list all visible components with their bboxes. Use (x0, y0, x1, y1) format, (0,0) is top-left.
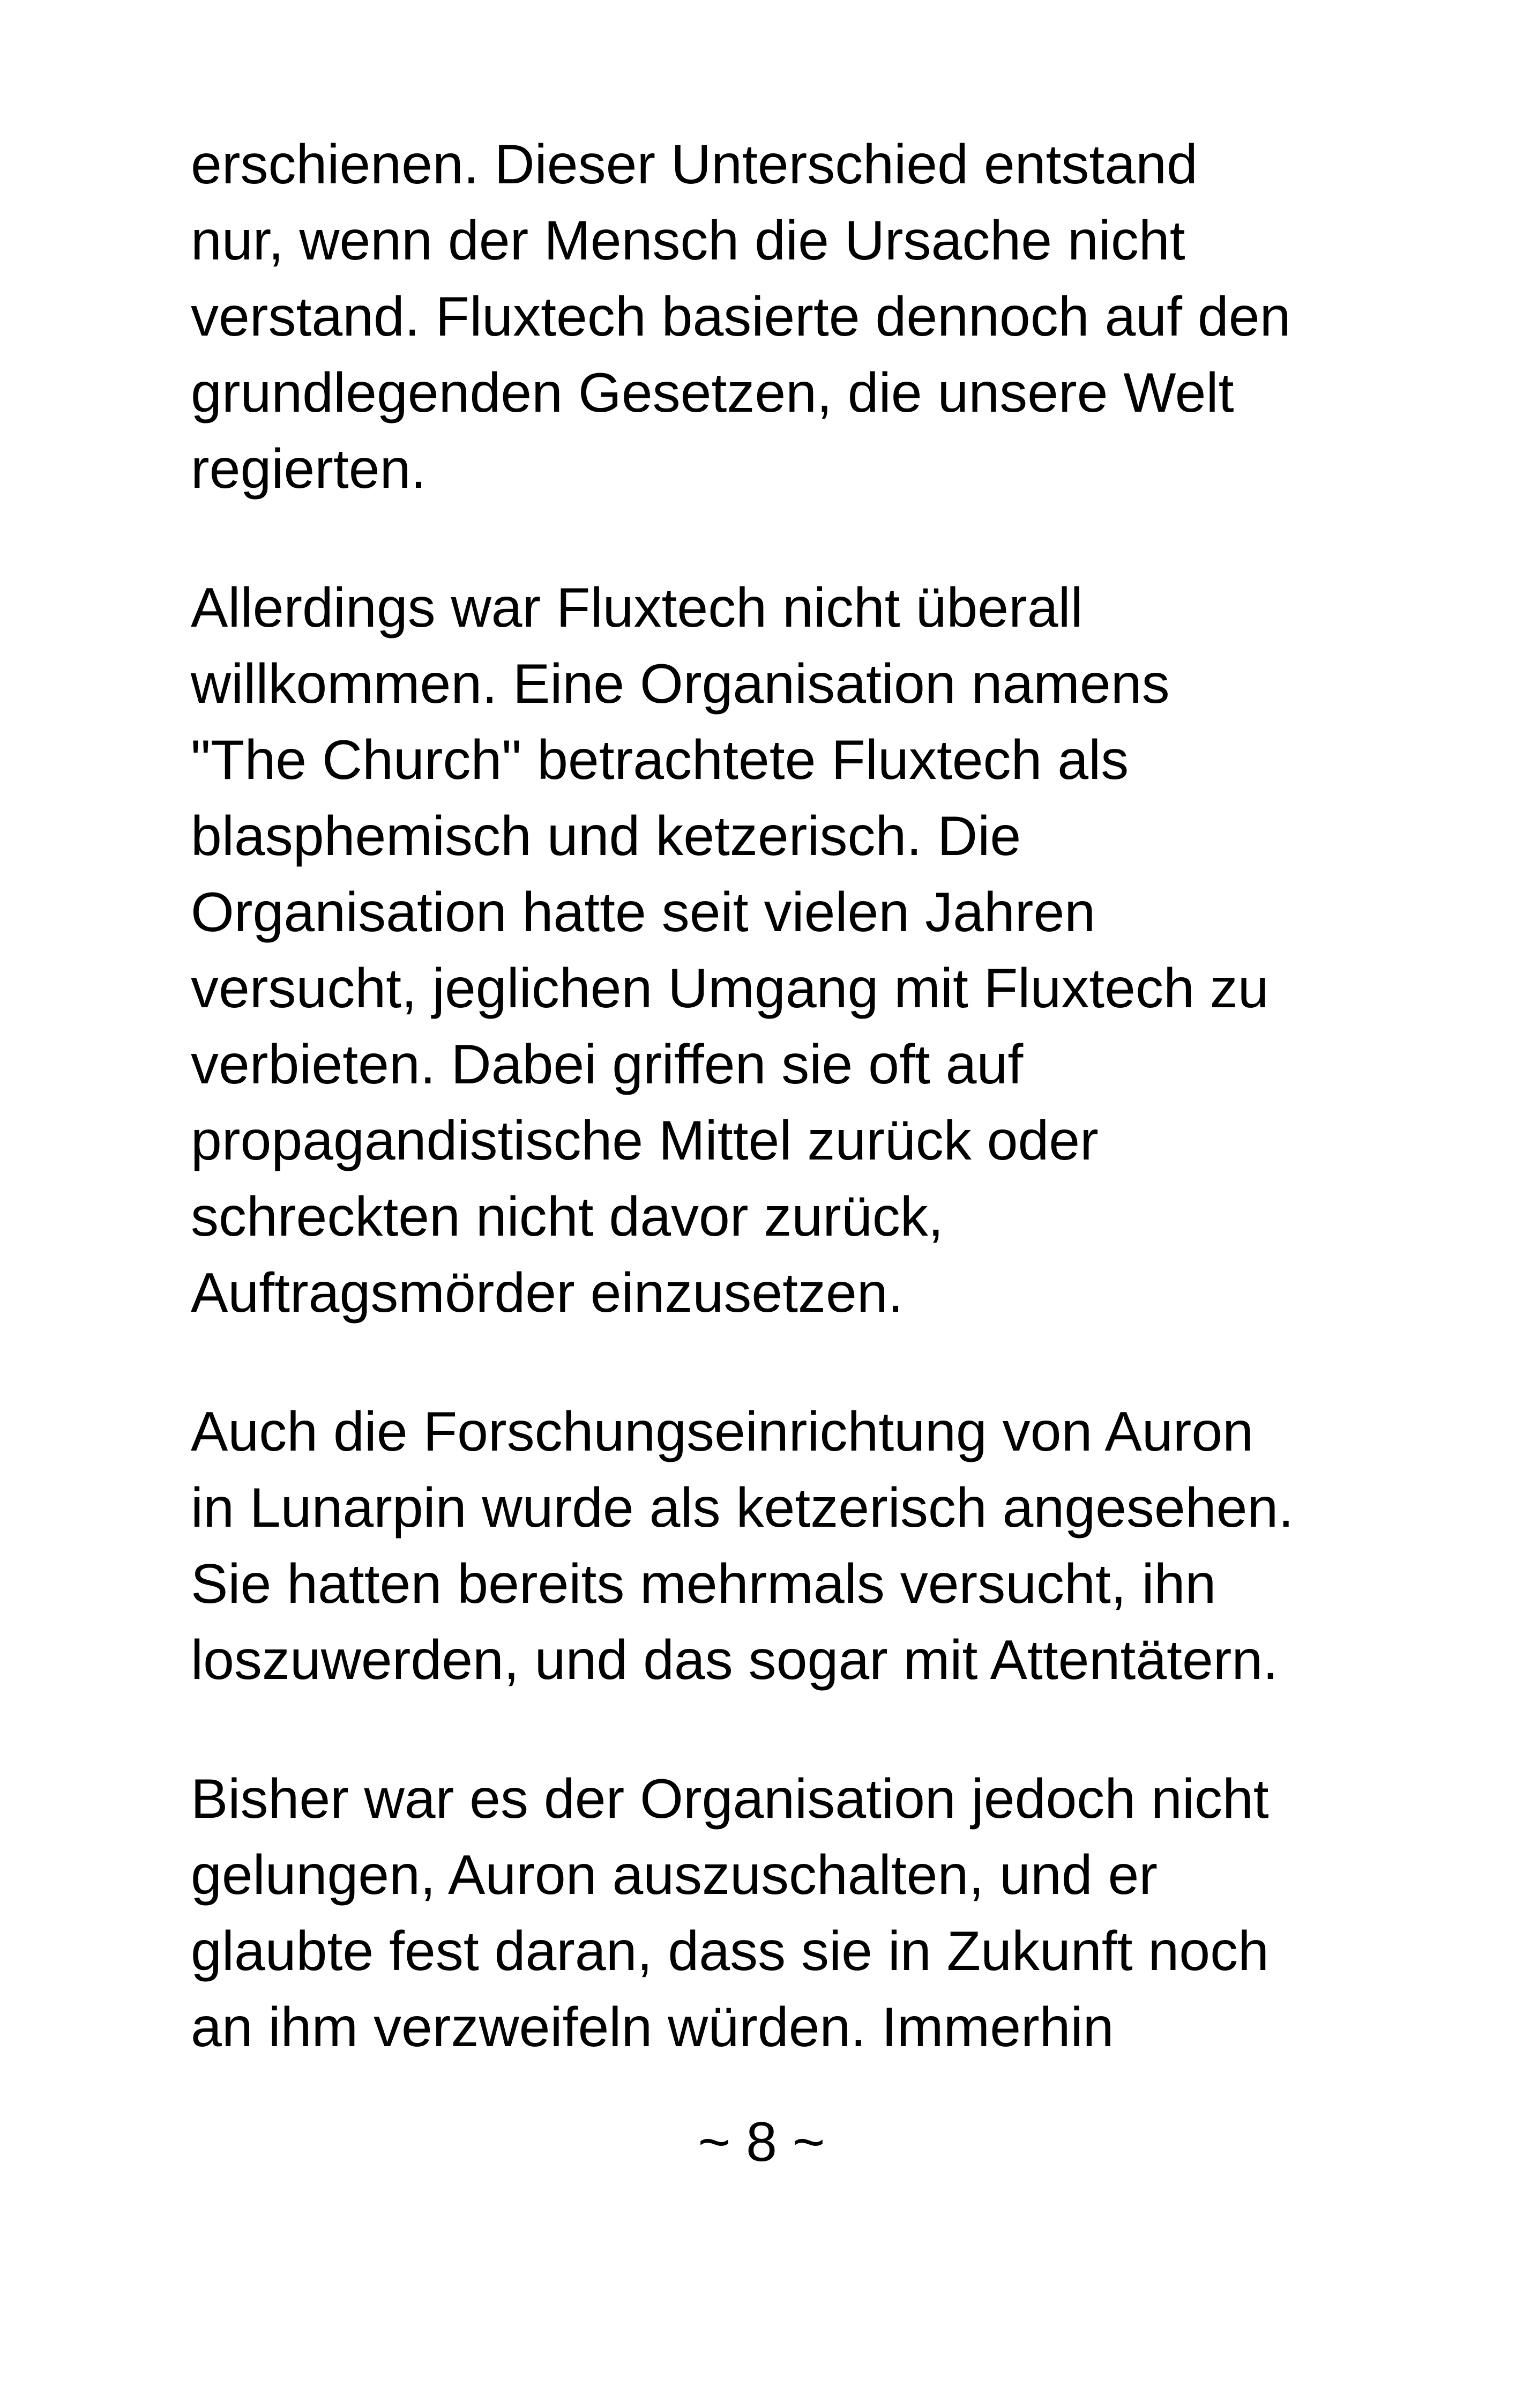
text-line: schreckten nicht davor zurück, (191, 1186, 944, 1248)
text-line: "The Church" betrachtete Fluxtech als (191, 729, 1129, 791)
text-line: nur, wenn der Mensch die Ursache nicht (191, 210, 1185, 272)
text-line: glaubte fest daran, dass sie in Zukunft noch (191, 1920, 1269, 1982)
paragraph (191, 1761, 1370, 2065)
text-line: willkommen. Eine Organisation namens (191, 653, 1170, 715)
text-line: Organisation hatte seit vielen Jahren (191, 881, 1096, 943)
text-line: loszuwerden, und das sogar mit Attentätern. (191, 1629, 1279, 1691)
text-line: Bisher war es der Organisation jedoch nicht (191, 1768, 1269, 1830)
text-line: Auftragsmörder einzusetzen. (191, 1262, 904, 1324)
text-line: grundlegenden Gesetzen, die unsere Welt (191, 362, 1234, 424)
text-line: in Lunarpin wurde als ketzerisch angesehen. (191, 1477, 1294, 1539)
paragraph (191, 570, 1370, 1331)
text-line: Auch die Forschungseinrichtung von Auron (191, 1401, 1254, 1463)
text-line: versucht, jeglichen Umgang mit Fluxtech zu (191, 957, 1269, 1020)
text-line: Sie hatten bereits mehrmals versucht, ihn (191, 1553, 1216, 1615)
text-line: regierten. (191, 438, 427, 500)
paragraph (191, 1394, 1370, 1698)
text-line: verbieten. Dabei griffen sie oft auf (191, 1034, 1024, 1096)
text-line: verstand. Fluxtech basierte dennoch auf den (191, 286, 1291, 348)
text-line: erschienen. Dieser Unterschied entstand (191, 133, 1198, 196)
text-line: gelungen, Auron auszuschalten, und er (191, 1844, 1158, 1906)
page-number: ~ 8 ~ (698, 2111, 825, 2173)
paragraph (191, 127, 1370, 507)
text-line: propagandistische Mittel zurück oder (191, 1110, 1099, 1172)
text-line: Allerdings war Fluxtech nicht überall (191, 577, 1083, 639)
text-line: blasphemisch und ketzerisch. Die (191, 805, 1021, 867)
body-text (191, 127, 1370, 2128)
text-line: an ihm verzweifeln würden. Immerhin (191, 1996, 1114, 2058)
